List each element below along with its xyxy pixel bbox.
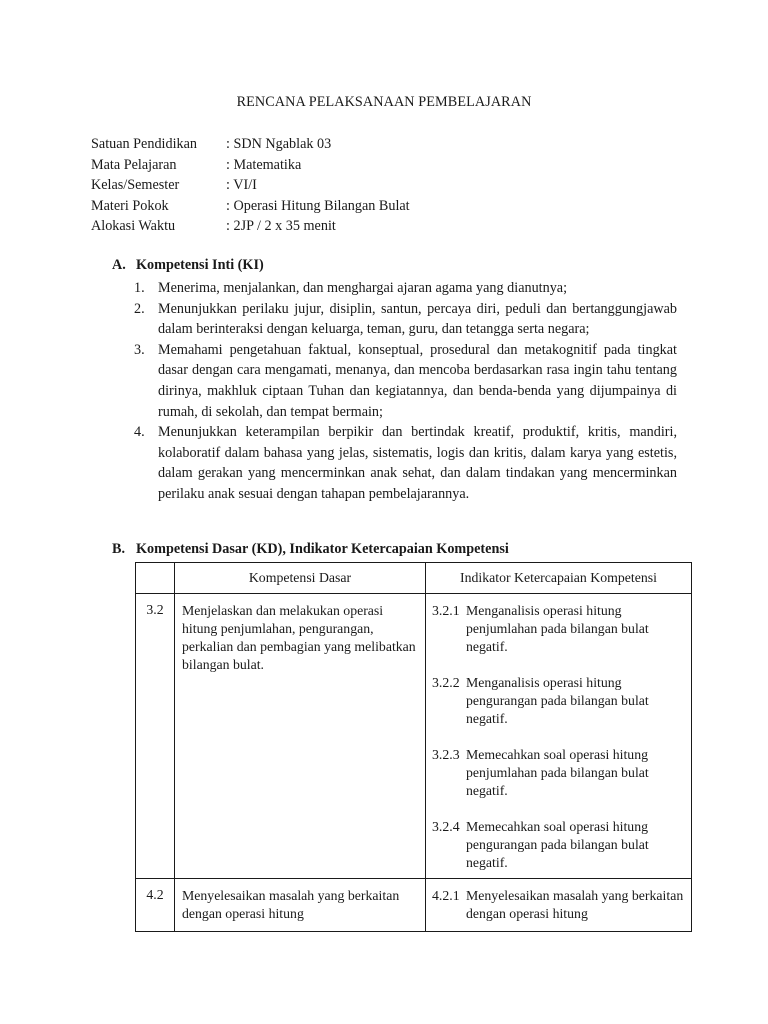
indicator-number: 4.2.1 — [432, 888, 460, 903]
ki-list-item — [134, 340, 677, 422]
indicator-item — [432, 887, 685, 923]
indicator-number: 3.2.3 — [432, 747, 460, 762]
identity-value: : VI/I — [226, 177, 257, 194]
indicator-cell — [426, 594, 692, 879]
section-a-title: Kompetensi Inti (KI) — [136, 257, 264, 273]
kd-number-cell: 4.2 — [136, 879, 175, 932]
ki-item-text: Menunjukkan keterampilan berpikir dan bertindak kreatif, produktif, kritis, mandiri, kolaboratif dalam bahasa yang jelas, sistematis, logis dan kritis, dalam karya yang estetis, dalam gerakan yang mencerminkan anak sehat, dan dalam tindakan yang mencerminkan perilaku anak sesuai dengan tahapan pembelajarannya. — [158, 424, 677, 502]
identity-value: : 2JP / 2 x 35 menit — [226, 218, 336, 235]
identity-row — [91, 216, 410, 237]
section-a-heading — [112, 257, 264, 274]
ki-list-item — [134, 299, 677, 340]
document-title: RENCANA PELAKSANAAN PEMBELAJARAN — [236, 94, 532, 110]
table-row — [136, 594, 692, 879]
indicator-text: Menganalisis operasi hitung pengurangan pada bilangan bulat negatif. — [466, 675, 649, 726]
kd-number-cell: 3.2 — [136, 594, 175, 879]
indicator-text: Menganalisis operasi hitung penjumlahan pada bilangan bulat negatif. — [466, 603, 649, 654]
ki-item-number: 1. — [134, 280, 145, 296]
indicator-item — [432, 818, 685, 872]
kd-description-cell: Menyelesaikan masalah yang berkaitan dengan operasi hitung — [175, 879, 426, 932]
section-b-heading — [112, 541, 509, 558]
table-row — [136, 879, 692, 932]
ki-item-text: Menerima, menjalankan, dan menghargai ajaran agama yang dianutnya; — [158, 280, 568, 296]
header-cell-kd: Kompetensi Dasar — [175, 563, 426, 594]
ki-list — [134, 278, 677, 505]
header-cell-number — [136, 563, 175, 594]
ki-item-text: Menunjukkan perilaku jujur, disiplin, santun, percaya diri, peduli dan bertanggungjawab dalam berinteraksi dengan keluarga, teman, guru, dan tetangga serta negara; — [158, 300, 677, 338]
section-b-title: Kompetensi Dasar (KD), Indikator Ketercapaian Kompetensi — [136, 541, 509, 557]
ki-item-text: Memahami pengetahuan faktual, konseptual, prosedural dan metakognitif pada tingkat dasar dengan cara mengamati, menanya, dan mencoba berdasarkan rasa ingin tahu tentang dirinya, makhluk ciptaan Tuhan dan kegiatannya, dan benda-benda yang dijumpainya di rumah, di sekolah, dan tempat bermain; — [158, 341, 677, 420]
indicator-text: Menyelesaikan masalah yang berkaitan dengan operasi hitung — [466, 888, 684, 921]
identity-label: Materi Pokok — [91, 197, 169, 214]
identity-label: Mata Pelajaran — [91, 156, 177, 173]
identity-row — [91, 134, 410, 155]
identity-value: : Matematika — [226, 156, 302, 173]
ki-list-item — [134, 422, 677, 504]
indicator-text: Memecahkan soal operasi hitung pengurangan pada bilangan bulat negatif. — [466, 819, 649, 870]
ki-list-item — [134, 278, 677, 299]
header-cell-indicator: Indikator Ketercapaian Kompetensi — [426, 563, 692, 594]
kd-table-header-row — [136, 563, 692, 594]
identity-value: : Operasi Hitung Bilangan Bulat — [226, 197, 410, 214]
kd-table — [135, 562, 692, 932]
identity-row — [91, 155, 410, 176]
identity-label: Satuan Pendidikan — [91, 136, 197, 152]
identity-row — [91, 175, 410, 196]
indicator-text: Memecahkan soal operasi hitung penjumlahan pada bilangan bulat negatif. — [466, 747, 649, 798]
indicator-item — [432, 602, 685, 656]
section-b-letter: B. — [112, 541, 126, 557]
identity-label: Kelas/Semester — [91, 177, 180, 194]
ki-item-number: 2. — [134, 300, 145, 317]
indicator-number: 3.2.4 — [432, 819, 460, 834]
kd-description-cell: Menjelaskan dan melakukan operasi hitung penjumlahan, pengurangan, perkalian dan pembagian yang melibatkan bilangan bulat. — [175, 594, 426, 879]
section-a-letter: A. — [112, 257, 126, 273]
identity-value: : SDN Ngablak 03 — [226, 136, 332, 152]
ki-item-number: 3. — [134, 341, 145, 358]
indicator-item — [432, 746, 685, 800]
indicator-item — [432, 674, 685, 728]
indicator-number: 3.2.2 — [432, 675, 460, 690]
identity-label: Alokasi Waktu — [91, 218, 176, 235]
indicator-number: 3.2.1 — [432, 603, 460, 618]
identity-row — [91, 196, 410, 217]
ki-item-number: 4. — [134, 424, 145, 441]
indicator-cell — [426, 879, 692, 932]
identity-block — [91, 134, 410, 237]
